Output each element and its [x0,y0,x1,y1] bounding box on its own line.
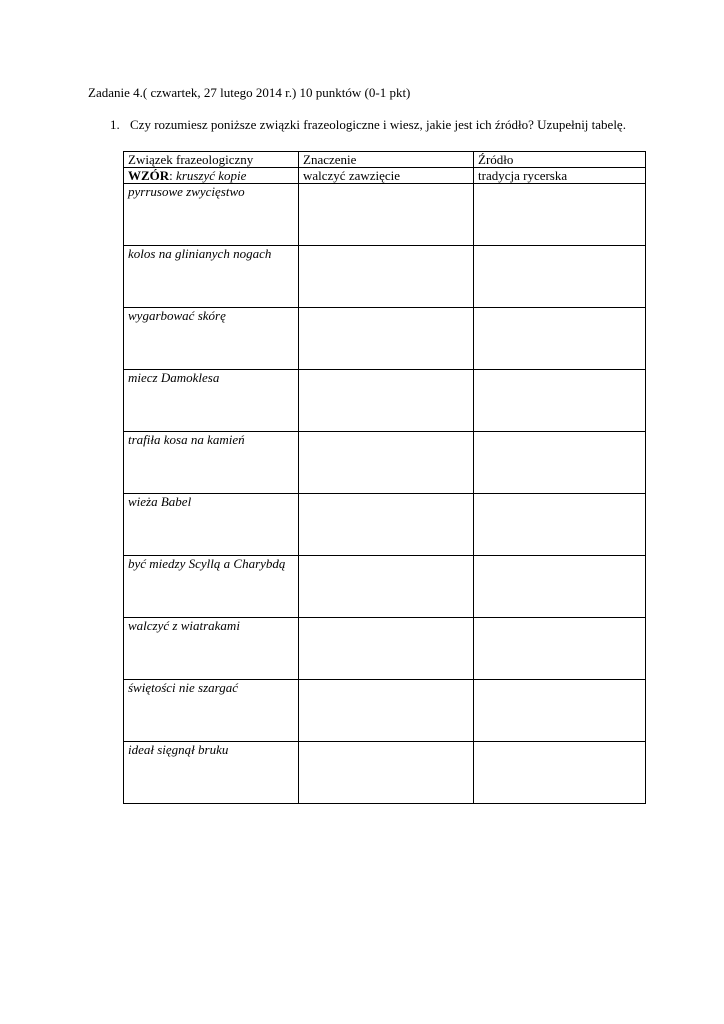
table-row [124,308,646,370]
phrase-table [123,151,646,804]
example-row [124,168,646,184]
header-meaning: Znaczenie [299,152,474,168]
source-cell[interactable] [474,432,646,494]
header-phrase: Związek frazeologiczny [124,152,299,168]
page-heading: Zadanie 4.( czwartek, 27 lutego 2014 r.) 10 punktów (0-1 pkt) [88,85,411,100]
meaning-cell[interactable] [299,742,474,804]
task-text: Czy rozumiesz poniższe związki frazeologiczne i wiesz, jakie jest ich źródło? Uzupełnij tabelę. [130,117,626,132]
example-source: tradycja rycerska [474,168,646,184]
table-row [124,494,646,556]
table-row [124,556,646,618]
phrase-cell: być miedzy Scyllą a Charybdą [124,556,299,618]
table-row [124,370,646,432]
example-separator: : [169,168,177,183]
meaning-cell[interactable] [299,618,474,680]
meaning-cell[interactable] [299,308,474,370]
meaning-cell[interactable] [299,680,474,742]
table-row [124,432,646,494]
table-row [124,618,646,680]
phrase-cell: pyrrusowe zwycięstwo [124,184,299,246]
table-row [124,246,646,308]
phrase-cell: wieża Babel [124,494,299,556]
phrase-cell: miecz Damoklesa [124,370,299,432]
phrase-cell: trafiła kosa na kamień [124,432,299,494]
table-row [124,742,646,804]
source-cell[interactable] [474,742,646,804]
meaning-cell[interactable] [299,556,474,618]
example-phrase-cell [124,168,299,184]
phrase-cell: kolos na glinianych nogach [124,246,299,308]
meaning-cell[interactable] [299,246,474,308]
meaning-cell[interactable] [299,370,474,432]
meaning-cell[interactable] [299,184,474,246]
source-cell[interactable] [474,680,646,742]
phrase-cell: świętości nie szargać [124,680,299,742]
phrase-cell: ideał sięgnął bruku [124,742,299,804]
table-row [124,184,646,246]
source-cell[interactable] [474,618,646,680]
example-label: WZÓR [128,168,170,183]
source-cell[interactable] [474,494,646,556]
source-cell[interactable] [474,556,646,618]
meaning-cell[interactable] [299,432,474,494]
source-cell[interactable] [474,370,646,432]
header-source: Źródło [474,152,646,168]
table-row [124,680,646,742]
example-phrase: kruszyć kopie [176,168,247,183]
task-number: 1. [110,117,120,132]
phrase-cell: wygarbować skórę [124,308,299,370]
source-cell[interactable] [474,308,646,370]
example-meaning: walczyć zawzięcie [299,168,474,184]
source-cell[interactable] [474,184,646,246]
meaning-cell[interactable] [299,494,474,556]
source-cell[interactable] [474,246,646,308]
phrase-cell: walczyć z wiatrakami [124,618,299,680]
table-header-row [124,152,646,168]
